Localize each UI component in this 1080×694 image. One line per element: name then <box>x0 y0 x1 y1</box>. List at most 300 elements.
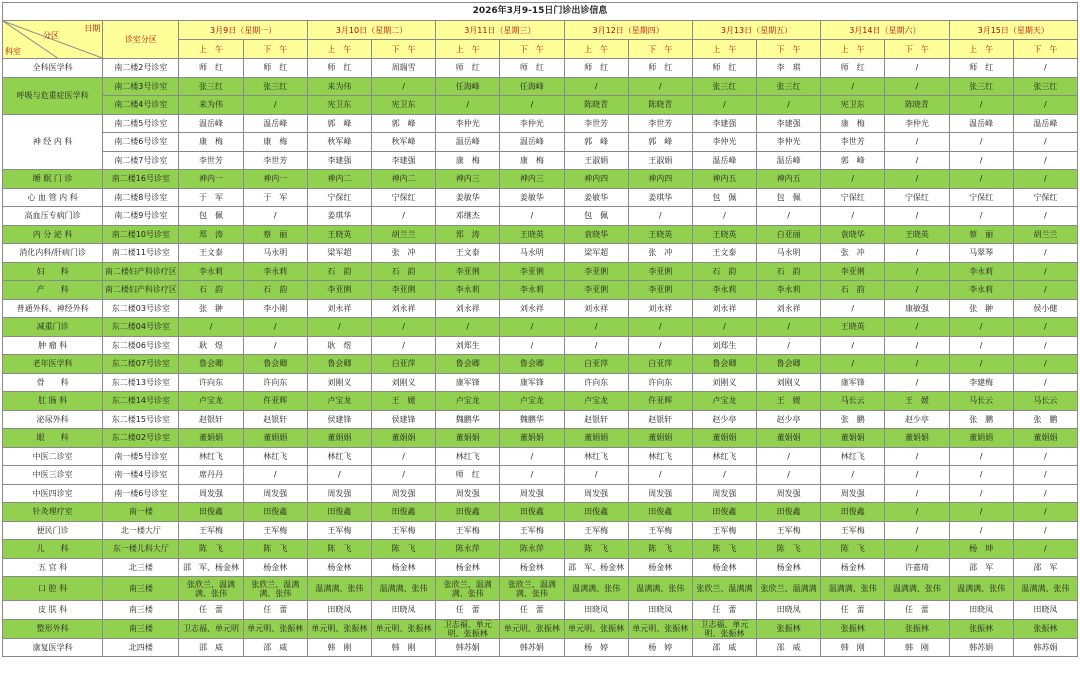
afternoon-header: 下 午 <box>500 40 564 59</box>
doctor-cell: 邓继杰 <box>436 207 500 226</box>
doctor-cell: 李仲光 <box>757 133 821 152</box>
table-row <box>3 484 1078 503</box>
doctor-cell: 刘永祥 <box>757 299 821 318</box>
doctor-cell: 董娟娟 <box>1013 429 1077 448</box>
doctor-cell: / <box>371 336 435 355</box>
doctor-cell: / <box>821 207 885 226</box>
doctor-cell: 卢宝龙 <box>307 392 371 411</box>
doctor-cell: 张三红 <box>243 77 307 96</box>
doctor-cell: / <box>628 77 692 96</box>
doctor-cell: 陈 飞 <box>564 540 628 559</box>
doctor-cell: 姜敏华 <box>436 188 500 207</box>
doctor-cell: 张欣兰、温满满 <box>692 577 756 601</box>
doctor-cell: 田晓凤 <box>628 601 692 620</box>
doctor-cell: 马永明 <box>243 244 307 263</box>
table-row <box>3 466 1078 485</box>
doctor-cell: / <box>885 170 949 189</box>
doctor-cell: 鲁会卿 <box>757 355 821 374</box>
morning-header: 上 午 <box>692 40 756 59</box>
doctor-cell: 袁晓华 <box>821 225 885 244</box>
table-row <box>3 558 1078 577</box>
doctor-cell: 胡兰兰 <box>371 225 435 244</box>
department-cell: 产 科 <box>3 281 103 300</box>
doctor-cell: 温满满、张伟 <box>885 577 949 601</box>
doctor-cell: / <box>885 262 949 281</box>
doctor-cell: 张三红 <box>1013 77 1077 96</box>
doctor-cell: 李永莉 <box>949 262 1013 281</box>
doctor-cell: 石 韵 <box>757 262 821 281</box>
doctor-cell: 姜琪华 <box>307 207 371 226</box>
table-row <box>3 318 1078 337</box>
doctor-cell: 邵 威 <box>179 638 243 657</box>
doctor-cell: 秋军峰 <box>371 133 435 152</box>
room-cell: 南二楼7号诊室 <box>103 151 179 170</box>
doctor-cell: 单元明、张振林 <box>243 619 307 638</box>
corner-date-label: 日期 <box>84 24 101 33</box>
room-cell: 南二楼16号诊室 <box>103 170 179 189</box>
doctor-cell: 王军梅 <box>307 521 371 540</box>
doctor-cell: / <box>243 466 307 485</box>
doctor-cell: 张欣兰、温满满、张伟 <box>436 577 500 601</box>
department-cell: 中医四诊室 <box>3 484 103 503</box>
doctor-cell: / <box>1013 503 1077 522</box>
doctor-cell: / <box>1013 96 1077 115</box>
doctor-cell: 白亚萍 <box>371 355 435 374</box>
doctor-cell: 单元明、张振林 <box>628 619 692 638</box>
department-cell: 针灸理疗室 <box>3 503 103 522</box>
doctor-cell: 神内四 <box>628 170 692 189</box>
doctor-cell: 包 佩 <box>692 188 756 207</box>
doctor-cell: 田俊鑫 <box>371 503 435 522</box>
doctor-cell: 刘刚义 <box>307 373 371 392</box>
doctor-cell: 任 蕾 <box>179 601 243 620</box>
doctor-cell: 席丹丹 <box>179 466 243 485</box>
doctor-cell: / <box>564 318 628 337</box>
doctor-cell: 周发强 <box>436 484 500 503</box>
day-header: 3月11日（星期三） <box>436 21 564 40</box>
department-cell: 普通外科、神经外科 <box>3 299 103 318</box>
doctor-cell: 许向东 <box>179 373 243 392</box>
morning-header: 上 午 <box>179 40 243 59</box>
doctor-cell: 包 佩 <box>564 207 628 226</box>
doctor-cell: 单元明、张振林 <box>564 619 628 638</box>
doctor-cell: 李永莉 <box>243 262 307 281</box>
doctor-cell: 邵 军 <box>949 558 1013 577</box>
table-row <box>3 59 1078 78</box>
doctor-cell: 任 蕾 <box>500 601 564 620</box>
doctor-cell: 刘永祥 <box>500 299 564 318</box>
doctor-cell: / <box>436 96 500 115</box>
doctor-cell: 马永明 <box>757 244 821 263</box>
doctor-cell: 王淑娟 <box>564 151 628 170</box>
doctor-cell: 神内五 <box>692 170 756 189</box>
doctor-cell: 温岳峰 <box>179 114 243 133</box>
doctor-cell: 石 韵 <box>243 281 307 300</box>
table-row <box>3 355 1078 374</box>
doctor-cell: 韩 刚 <box>885 638 949 657</box>
doctor-cell: / <box>885 373 949 392</box>
doctor-cell: / <box>628 318 692 337</box>
doctor-cell: 温岳峰 <box>692 151 756 170</box>
doctor-cell: / <box>692 207 756 226</box>
doctor-cell: 师 红 <box>436 59 500 78</box>
doctor-cell: 田晓凤 <box>949 601 1013 620</box>
room-cell: 南二楼4号诊室 <box>103 96 179 115</box>
doctor-cell: 董娟娟 <box>821 429 885 448</box>
doctor-cell: / <box>821 170 885 189</box>
doctor-cell: 师 红 <box>628 59 692 78</box>
doctor-cell: / <box>821 336 885 355</box>
department-cell: 整形外科 <box>3 619 103 638</box>
doctor-cell: 白亚萍 <box>628 355 692 374</box>
doctor-cell: 杨金林 <box>757 558 821 577</box>
doctor-cell: / <box>307 466 371 485</box>
doctor-cell: 董娟娟 <box>949 429 1013 448</box>
doctor-cell: 王晓英 <box>885 225 949 244</box>
doctor-cell: / <box>1013 133 1077 152</box>
doctor-cell: 杨 婷 <box>564 638 628 657</box>
department-cell: 儿 科 <box>3 540 103 559</box>
doctor-cell: 陈 飞 <box>243 540 307 559</box>
doctor-cell: 任 蕾 <box>692 601 756 620</box>
doctor-cell: / <box>371 77 435 96</box>
doctor-cell: 刘刚义 <box>692 373 756 392</box>
corner-area-label: 分区 <box>43 31 59 40</box>
doctor-cell: 张 翀 <box>179 299 243 318</box>
doctor-cell: 赵银轩 <box>564 410 628 429</box>
doctor-cell: 李仲光 <box>692 133 756 152</box>
doctor-cell: / <box>757 96 821 115</box>
doctor-cell: 林红飞 <box>628 447 692 466</box>
doctor-cell: 田俊鑫 <box>692 503 756 522</box>
doctor-cell: 耿 煜 <box>307 336 371 355</box>
doctor-cell: / <box>1013 355 1077 374</box>
table-row <box>3 262 1078 281</box>
corner-header <box>3 21 103 59</box>
table-row <box>3 410 1078 429</box>
doctor-cell: / <box>885 77 949 96</box>
room-cell: 东二楼06号诊室 <box>103 336 179 355</box>
doctor-cell: / <box>757 447 821 466</box>
doctor-cell: 张欣兰、温满满 <box>757 577 821 601</box>
doctor-cell: 神内二 <box>307 170 371 189</box>
doctor-cell: 张三红 <box>179 77 243 96</box>
doctor-cell: 李建强 <box>371 151 435 170</box>
doctor-cell: 温岳峰 <box>1013 114 1077 133</box>
doctor-cell: 卫志福、单元明、张振林 <box>692 619 756 638</box>
doctor-cell: / <box>692 466 756 485</box>
doctor-cell: 赵银轩 <box>179 410 243 429</box>
doctor-cell: 卫志福、单元明、张振林 <box>436 619 500 638</box>
doctor-cell: 任 蕾 <box>821 601 885 620</box>
doctor-cell: 陈晓青 <box>885 96 949 115</box>
doctor-cell: / <box>885 336 949 355</box>
doctor-cell: 王晓英 <box>628 225 692 244</box>
doctor-cell: 卢宝龙 <box>500 392 564 411</box>
doctor-cell: 王军梅 <box>243 521 307 540</box>
table-row <box>3 638 1078 657</box>
doctor-cell: 董娟娟 <box>436 429 500 448</box>
doctor-cell: / <box>243 318 307 337</box>
doctor-cell: / <box>949 447 1013 466</box>
doctor-cell: 周发强 <box>692 484 756 503</box>
doctor-cell: 杨金林 <box>307 558 371 577</box>
doctor-cell: 李建梅 <box>949 373 1013 392</box>
doctor-cell: 神内一 <box>243 170 307 189</box>
doctor-cell: 鲁会卿 <box>692 355 756 374</box>
doctor-cell: / <box>500 96 564 115</box>
doctor-cell: 陈永萍 <box>500 540 564 559</box>
department-cell: 心 血 管 内 科 <box>3 188 103 207</box>
department-cell: 内 分 泌 科 <box>3 225 103 244</box>
doctor-cell: 张振林 <box>1013 619 1077 638</box>
doctor-cell: 张振林 <box>949 619 1013 638</box>
afternoon-header: 下 午 <box>1013 40 1077 59</box>
doctor-cell: / <box>885 133 949 152</box>
doctor-cell: 王 媛 <box>757 392 821 411</box>
doctor-cell: 李永莉 <box>179 262 243 281</box>
table-row <box>3 392 1078 411</box>
doctor-cell: 仵亚辉 <box>243 392 307 411</box>
doctor-cell: 宁保红 <box>371 188 435 207</box>
table-row <box>3 577 1078 601</box>
doctor-cell: 康军锋 <box>436 373 500 392</box>
doctor-cell: 韩 刚 <box>821 638 885 657</box>
doctor-cell: 田俊鑫 <box>243 503 307 522</box>
table-row <box>3 151 1078 170</box>
doctor-cell: 包 佩 <box>757 188 821 207</box>
doctor-cell: 韩苏娟 <box>949 638 1013 657</box>
doctor-cell: 田晓凤 <box>757 601 821 620</box>
doctor-cell: / <box>885 484 949 503</box>
doctor-cell: 神内二 <box>371 170 435 189</box>
doctor-cell: 来为伟 <box>307 77 371 96</box>
department-cell: 高血压专病门诊 <box>3 207 103 226</box>
doctor-cell: / <box>885 521 949 540</box>
doctor-cell: / <box>1013 447 1077 466</box>
doctor-cell: / <box>564 77 628 96</box>
doctor-cell: / <box>243 96 307 115</box>
day-header: 3月9日（星期一） <box>179 21 307 40</box>
doctor-cell: 田俊鑫 <box>436 503 500 522</box>
doctor-cell: / <box>1013 484 1077 503</box>
doctor-cell: 胡兰兰 <box>1013 225 1077 244</box>
doctor-cell: / <box>1013 244 1077 263</box>
doctor-cell: 康 梅 <box>500 151 564 170</box>
doctor-cell: 蔡 丽 <box>949 225 1013 244</box>
doctor-cell: 刘郑生 <box>692 336 756 355</box>
doctor-cell: / <box>1013 262 1077 281</box>
doctor-cell: 林红飞 <box>564 447 628 466</box>
doctor-cell: 赵银轩 <box>628 410 692 429</box>
table-row <box>3 336 1078 355</box>
doctor-cell: 单元明、张振林 <box>307 619 371 638</box>
doctor-cell: 李亚俐 <box>628 262 692 281</box>
doctor-cell: 包 佩 <box>179 207 243 226</box>
day-header: 3月12日（星期四） <box>564 21 692 40</box>
doctor-cell: 康敏强 <box>885 299 949 318</box>
doctor-cell: / <box>949 207 1013 226</box>
doctor-cell: / <box>757 336 821 355</box>
doctor-cell: / <box>949 133 1013 152</box>
doctor-cell: / <box>949 503 1013 522</box>
doctor-cell: 韩苏娟 <box>436 638 500 657</box>
day-header: 3月10日（星期二） <box>307 21 435 40</box>
doctor-cell: 刘刚义 <box>371 373 435 392</box>
doctor-cell: / <box>949 318 1013 337</box>
doctor-cell: 陈 飞 <box>692 540 756 559</box>
doctor-cell: 周发强 <box>179 484 243 503</box>
doctor-cell: 温满满、张伟 <box>307 577 371 601</box>
doctor-cell: 卢宝龙 <box>692 392 756 411</box>
doctor-cell: 张 翀 <box>949 299 1013 318</box>
doctor-cell: 王军梅 <box>628 521 692 540</box>
morning-header: 上 午 <box>949 40 1013 59</box>
doctor-cell: 郭 峰 <box>628 133 692 152</box>
doctor-cell: / <box>371 447 435 466</box>
doctor-cell: / <box>564 336 628 355</box>
doctor-cell: 刘刚义 <box>757 373 821 392</box>
doctor-cell: 神内三 <box>436 170 500 189</box>
department-cell: 骨 科 <box>3 373 103 392</box>
room-cell: 南二楼妇产科诊疗区 <box>103 281 179 300</box>
doctor-cell: / <box>885 318 949 337</box>
doctor-cell: 郭 峰 <box>307 114 371 133</box>
doctor-cell: 董娟娟 <box>371 429 435 448</box>
doctor-cell: 杨金林 <box>500 558 564 577</box>
doctor-cell: 周发强 <box>371 484 435 503</box>
doctor-cell: 任 蕾 <box>243 601 307 620</box>
doctor-cell: 鲁会卿 <box>500 355 564 374</box>
doctor-cell: / <box>371 207 435 226</box>
room-cell: 东二楼04号诊室 <box>103 318 179 337</box>
doctor-cell: / <box>949 466 1013 485</box>
doctor-cell: 任 蕾 <box>885 601 949 620</box>
doctor-cell: 林红飞 <box>179 447 243 466</box>
doctor-cell: 赵少亭 <box>757 410 821 429</box>
doctor-cell: 王军梅 <box>500 521 564 540</box>
doctor-cell: / <box>821 466 885 485</box>
room-cell: 北三楼 <box>103 558 179 577</box>
doctor-cell: 李世芳 <box>243 151 307 170</box>
doctor-cell: 李世芳 <box>821 133 885 152</box>
doctor-cell: 仵亚辉 <box>628 392 692 411</box>
doctor-cell: 田晓凤 <box>564 601 628 620</box>
doctor-cell: 温岳峰 <box>757 151 821 170</box>
doctor-cell: 李亚俐 <box>821 262 885 281</box>
doctor-cell: 周发强 <box>564 484 628 503</box>
doctor-cell: 董娟娟 <box>179 429 243 448</box>
room-cell: 东二楼07号诊室 <box>103 355 179 374</box>
doctor-cell: 师 红 <box>243 59 307 78</box>
doctor-cell: 李亚俐 <box>564 262 628 281</box>
doctor-cell: 姜敏华 <box>500 188 564 207</box>
doctor-cell: 康 梅 <box>243 133 307 152</box>
doctor-cell: / <box>1013 373 1077 392</box>
doctor-cell: / <box>1013 336 1077 355</box>
doctor-cell: 王晓英 <box>500 225 564 244</box>
doctor-cell: / <box>949 521 1013 540</box>
table-row <box>3 77 1078 96</box>
doctor-cell: 董娟娟 <box>243 429 307 448</box>
doctor-cell: 李建强 <box>692 114 756 133</box>
doctor-cell: 石 韵 <box>179 281 243 300</box>
doctor-cell: 师 红 <box>692 59 756 78</box>
doctor-cell: / <box>885 355 949 374</box>
doctor-cell: / <box>885 59 949 78</box>
doctor-cell: / <box>757 318 821 337</box>
doctor-cell: 陈 飞 <box>307 540 371 559</box>
doctor-cell: / <box>757 466 821 485</box>
doctor-cell: 师 红 <box>436 466 500 485</box>
doctor-cell: 温满满、张伟 <box>949 577 1013 601</box>
doctor-cell: 宁保红 <box>821 188 885 207</box>
doctor-cell: 王淑娟 <box>628 151 692 170</box>
doctor-cell: 张 冲 <box>821 244 885 263</box>
doctor-cell: 魏鹏华 <box>500 410 564 429</box>
doctor-cell: 李永莉 <box>692 281 756 300</box>
doctor-cell: 袁晓华 <box>564 225 628 244</box>
doctor-cell: 董娟娟 <box>564 429 628 448</box>
doctor-cell: 白亚萍 <box>564 355 628 374</box>
doctor-cell: 白亚丽 <box>757 225 821 244</box>
department-cell: 五 官 科 <box>3 558 103 577</box>
doctor-cell: 神内五 <box>757 170 821 189</box>
doctor-cell: 宁保红 <box>949 188 1013 207</box>
doctor-cell: 陈 飞 <box>628 540 692 559</box>
doctor-cell: / <box>692 318 756 337</box>
doctor-cell: 张三红 <box>692 77 756 96</box>
doctor-cell: 周发强 <box>243 484 307 503</box>
table-row <box>3 540 1078 559</box>
doctor-cell: 李永莉 <box>757 281 821 300</box>
doctor-cell: 邵 威 <box>757 638 821 657</box>
doctor-cell: 王军梅 <box>436 521 500 540</box>
doctor-cell: 神内四 <box>564 170 628 189</box>
doctor-cell: / <box>628 466 692 485</box>
room-cell: 东二楼03号诊室 <box>103 299 179 318</box>
room-cell: 南二楼2号诊室 <box>103 59 179 78</box>
doctor-cell: / <box>500 318 564 337</box>
doctor-cell: 神内三 <box>500 170 564 189</box>
doctor-cell: 邵 威 <box>692 638 756 657</box>
doctor-cell: 张欣兰、温满满、张伟 <box>243 577 307 601</box>
doctor-cell: 韩苏娟 <box>500 638 564 657</box>
doctor-cell: 董娟娟 <box>307 429 371 448</box>
doctor-cell: 杨 婷 <box>628 638 692 657</box>
doctor-cell: 师 红 <box>821 59 885 78</box>
doctor-cell: 李 琪 <box>757 59 821 78</box>
doctor-cell: 陈晓青 <box>628 96 692 115</box>
doctor-cell: / <box>949 336 1013 355</box>
room-cell: 南三楼 <box>103 619 179 638</box>
doctor-cell: / <box>885 281 949 300</box>
doctor-cell: 田俊鑫 <box>307 503 371 522</box>
doctor-cell: 张欣兰、温满满、张伟 <box>500 577 564 601</box>
doctor-cell: 张三红 <box>757 77 821 96</box>
doctor-cell: 田俊鑫 <box>179 503 243 522</box>
room-cell: 南二楼6号诊室 <box>103 133 179 152</box>
doctor-cell: / <box>1013 521 1077 540</box>
doctor-cell: 张 鹏 <box>1013 410 1077 429</box>
doctor-cell: 陈晓青 <box>564 96 628 115</box>
doctor-cell: 单元明、张振林 <box>500 619 564 638</box>
afternoon-header: 下 午 <box>757 40 821 59</box>
table-row <box>3 114 1078 133</box>
doctor-cell: 耿 煜 <box>179 336 243 355</box>
doctor-cell: 杨 坤 <box>949 540 1013 559</box>
doctor-cell: 杨金林 <box>436 558 500 577</box>
